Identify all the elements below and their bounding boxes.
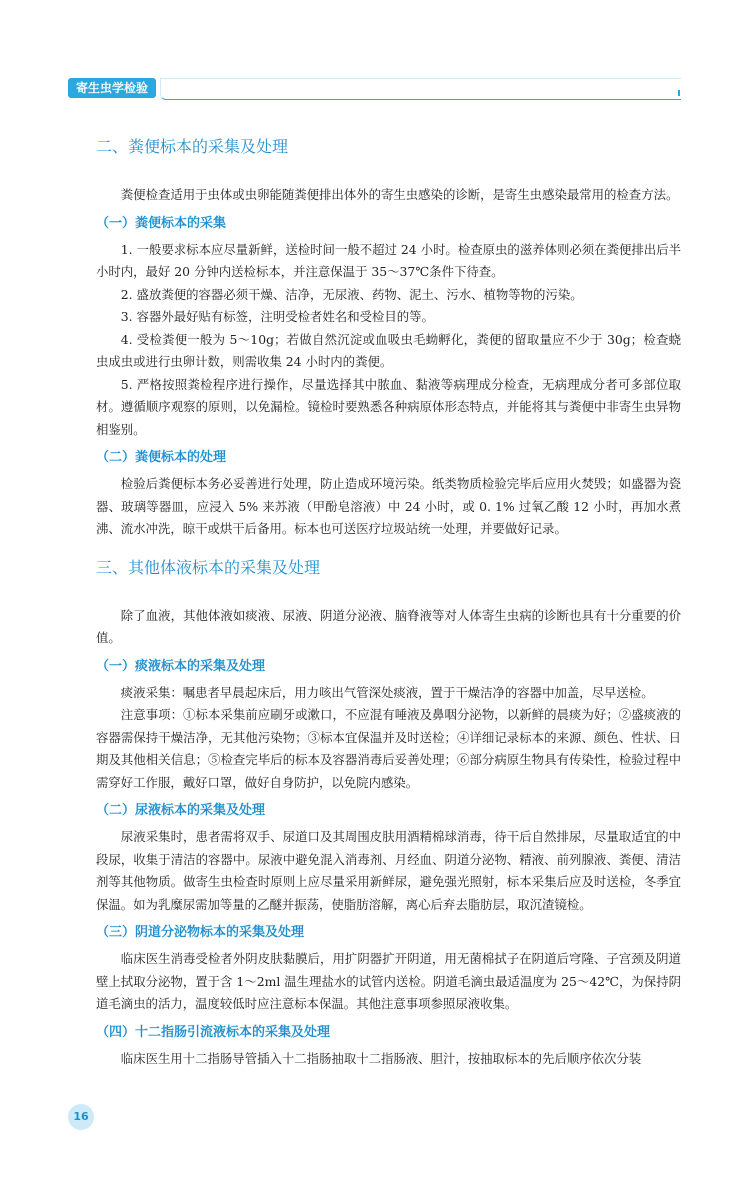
paragraph: 1. 一般要求标本应尽量新鲜，送检时间一般不超过 24 小时。检查原虫的滋养体则必须在粪便排出后半小时内，最好 20 分钟内送检标本，并注意保温于 35～37℃条件下待查。 <box>96 241 681 279</box>
subsection-title: （三）阴道分泌物标本的采集及处理 <box>96 925 305 940</box>
page-body <box>96 134 681 1070</box>
paragraph: 注意事项：①标本采集前应刷牙或漱口，不应混有唾液及鼻咽分泌物，以新鲜的晨痰为好；②盛痰液的容器需保持干燥洁净，无其他污染物；③标本宜保温并及时送检；④详细记录标本的来源、颜色、性状、日期及其他相关信息；⑤检查完毕后的标本及容器消毒后妥善处理；⑥部分病原生物具有传染性，检验过程中需穿好工作服，戴好口罩，做好自身防护，以免院内感染。 <box>96 707 681 790</box>
section-title: 三、其他体液标本的采集及处理 <box>96 557 321 577</box>
paragraph: 痰液采集：嘱患者早晨起床后，用力咳出气管深处痰液，置于干燥洁净的容器中加盖，尽早送检。 <box>120 684 654 700</box>
paragraph: 检验后粪便标本务必妥善进行处理，防止造成环境污染。纸类物质检验完毕后应用火焚毁；如盛器为瓷器、玻璃等器皿，应浸入 5% 来苏液（甲酚皂溶液）中 24 小时，或 0. 1% 过氧乙酸 12 小时，再加水煮沸、流水冲洗，晾干或烘干后备用。标本也可送医疗垃圾站统一处理，并要做好记录。 <box>96 476 681 536</box>
header-mark <box>678 90 680 96</box>
section-title: 二、粪便标本的采集及处理 <box>96 137 289 156</box>
section-intro: 粪便检查适用于虫体或虫卵能随粪便排出体外的寄生虫感染的诊断，是寄生虫感染最常用的检查方法。 <box>120 187 679 202</box>
paragraph: 2. 盛放粪便的容器必须干燥、洁净，无尿液、药物、泥土、污水、植物等物的污染。 <box>120 286 583 302</box>
subsection-title: （二）尿液标本的采集及处理 <box>96 803 266 818</box>
subsection-title: （一）痰液标本的采集及处理 <box>96 658 266 674</box>
paragraph: 3. 容器外最好贴有标签，注明受检者姓名和受检目的等。 <box>120 309 434 324</box>
paragraph: 5. 严格按照粪检程序进行操作，尽量选择其中脓血、黏液等病理成分检查，无病理成分者可多部位取材。遵循顺序观察的原则，以免漏检。镜检时要熟悉各种病原体形态特点，并能将其与粪便中非寄生虫异物相鉴别。 <box>96 376 681 437</box>
subsection-title: （一）粪便标本的采集 <box>96 215 227 231</box>
page-number: 16 <box>68 1104 94 1130</box>
section-intro: 除了血液，其他体液如痰液、尿液、阴道分泌液、脑脊液等对人体寄生虫病的诊断也具有十分重要的价值。 <box>96 607 681 645</box>
paragraph: 4. 受检粪便一般为 5～10g；若做自然沉淀或血吸虫毛蚴孵化，粪便的留取量应不少于 30g；检查蛲虫成虫或进行虫卵计数，则需收集 24 小时内的粪便。 <box>96 331 681 369</box>
subsection-title: （四）十二指肠引流液标本的采集及处理 <box>96 1024 331 1040</box>
paragraph: 临床医生用十二指肠导管插入十二指肠抽取十二指肠液、胆汁，按抽取标本的先后顺序依次分装 <box>120 1050 642 1066</box>
header-rule <box>160 78 681 100</box>
paragraph: 尿液采集时，患者需将双手、尿道口及其周围皮肤用酒精棉球消毒，待干后自然排尿，尽量取适宜的中段尿，收集于清洁的容器中。尿液中避免混入消毒剂、月经血、阴道分泌物、精液、前列腺液、粪便、清洁剂等其他物质。做寄生虫检查时原则上应尽量采用新鲜尿，避免强光照射，标本采集后应及时送检，冬季宜保温。如为乳糜尿需加等量的乙醚并振荡，使脂肪溶解，离心后弃去脂肪层，取沉渣镜检。 <box>96 829 681 912</box>
running-header <box>68 78 680 100</box>
paragraph: 临床医生消毒受检者外阴皮肤黏膜后，用扩阴器扩开阴道，用无菌棉拭子在阴道后穹隆、子宫颈及阴道壁上拭取分泌物，置于含 1～2ml 温生理盐水的试管内送检。阴道毛滴虫最适温度为 25～42℃，为保持阴道毛滴虫的活力，温度较低时应注意标本保温。其他注意事项参照尿液收集。 <box>96 951 681 1011</box>
subsection-title: （二）粪便标本的处理 <box>96 450 227 465</box>
book-title-tab: 寄生虫学检验 <box>68 78 156 98</box>
